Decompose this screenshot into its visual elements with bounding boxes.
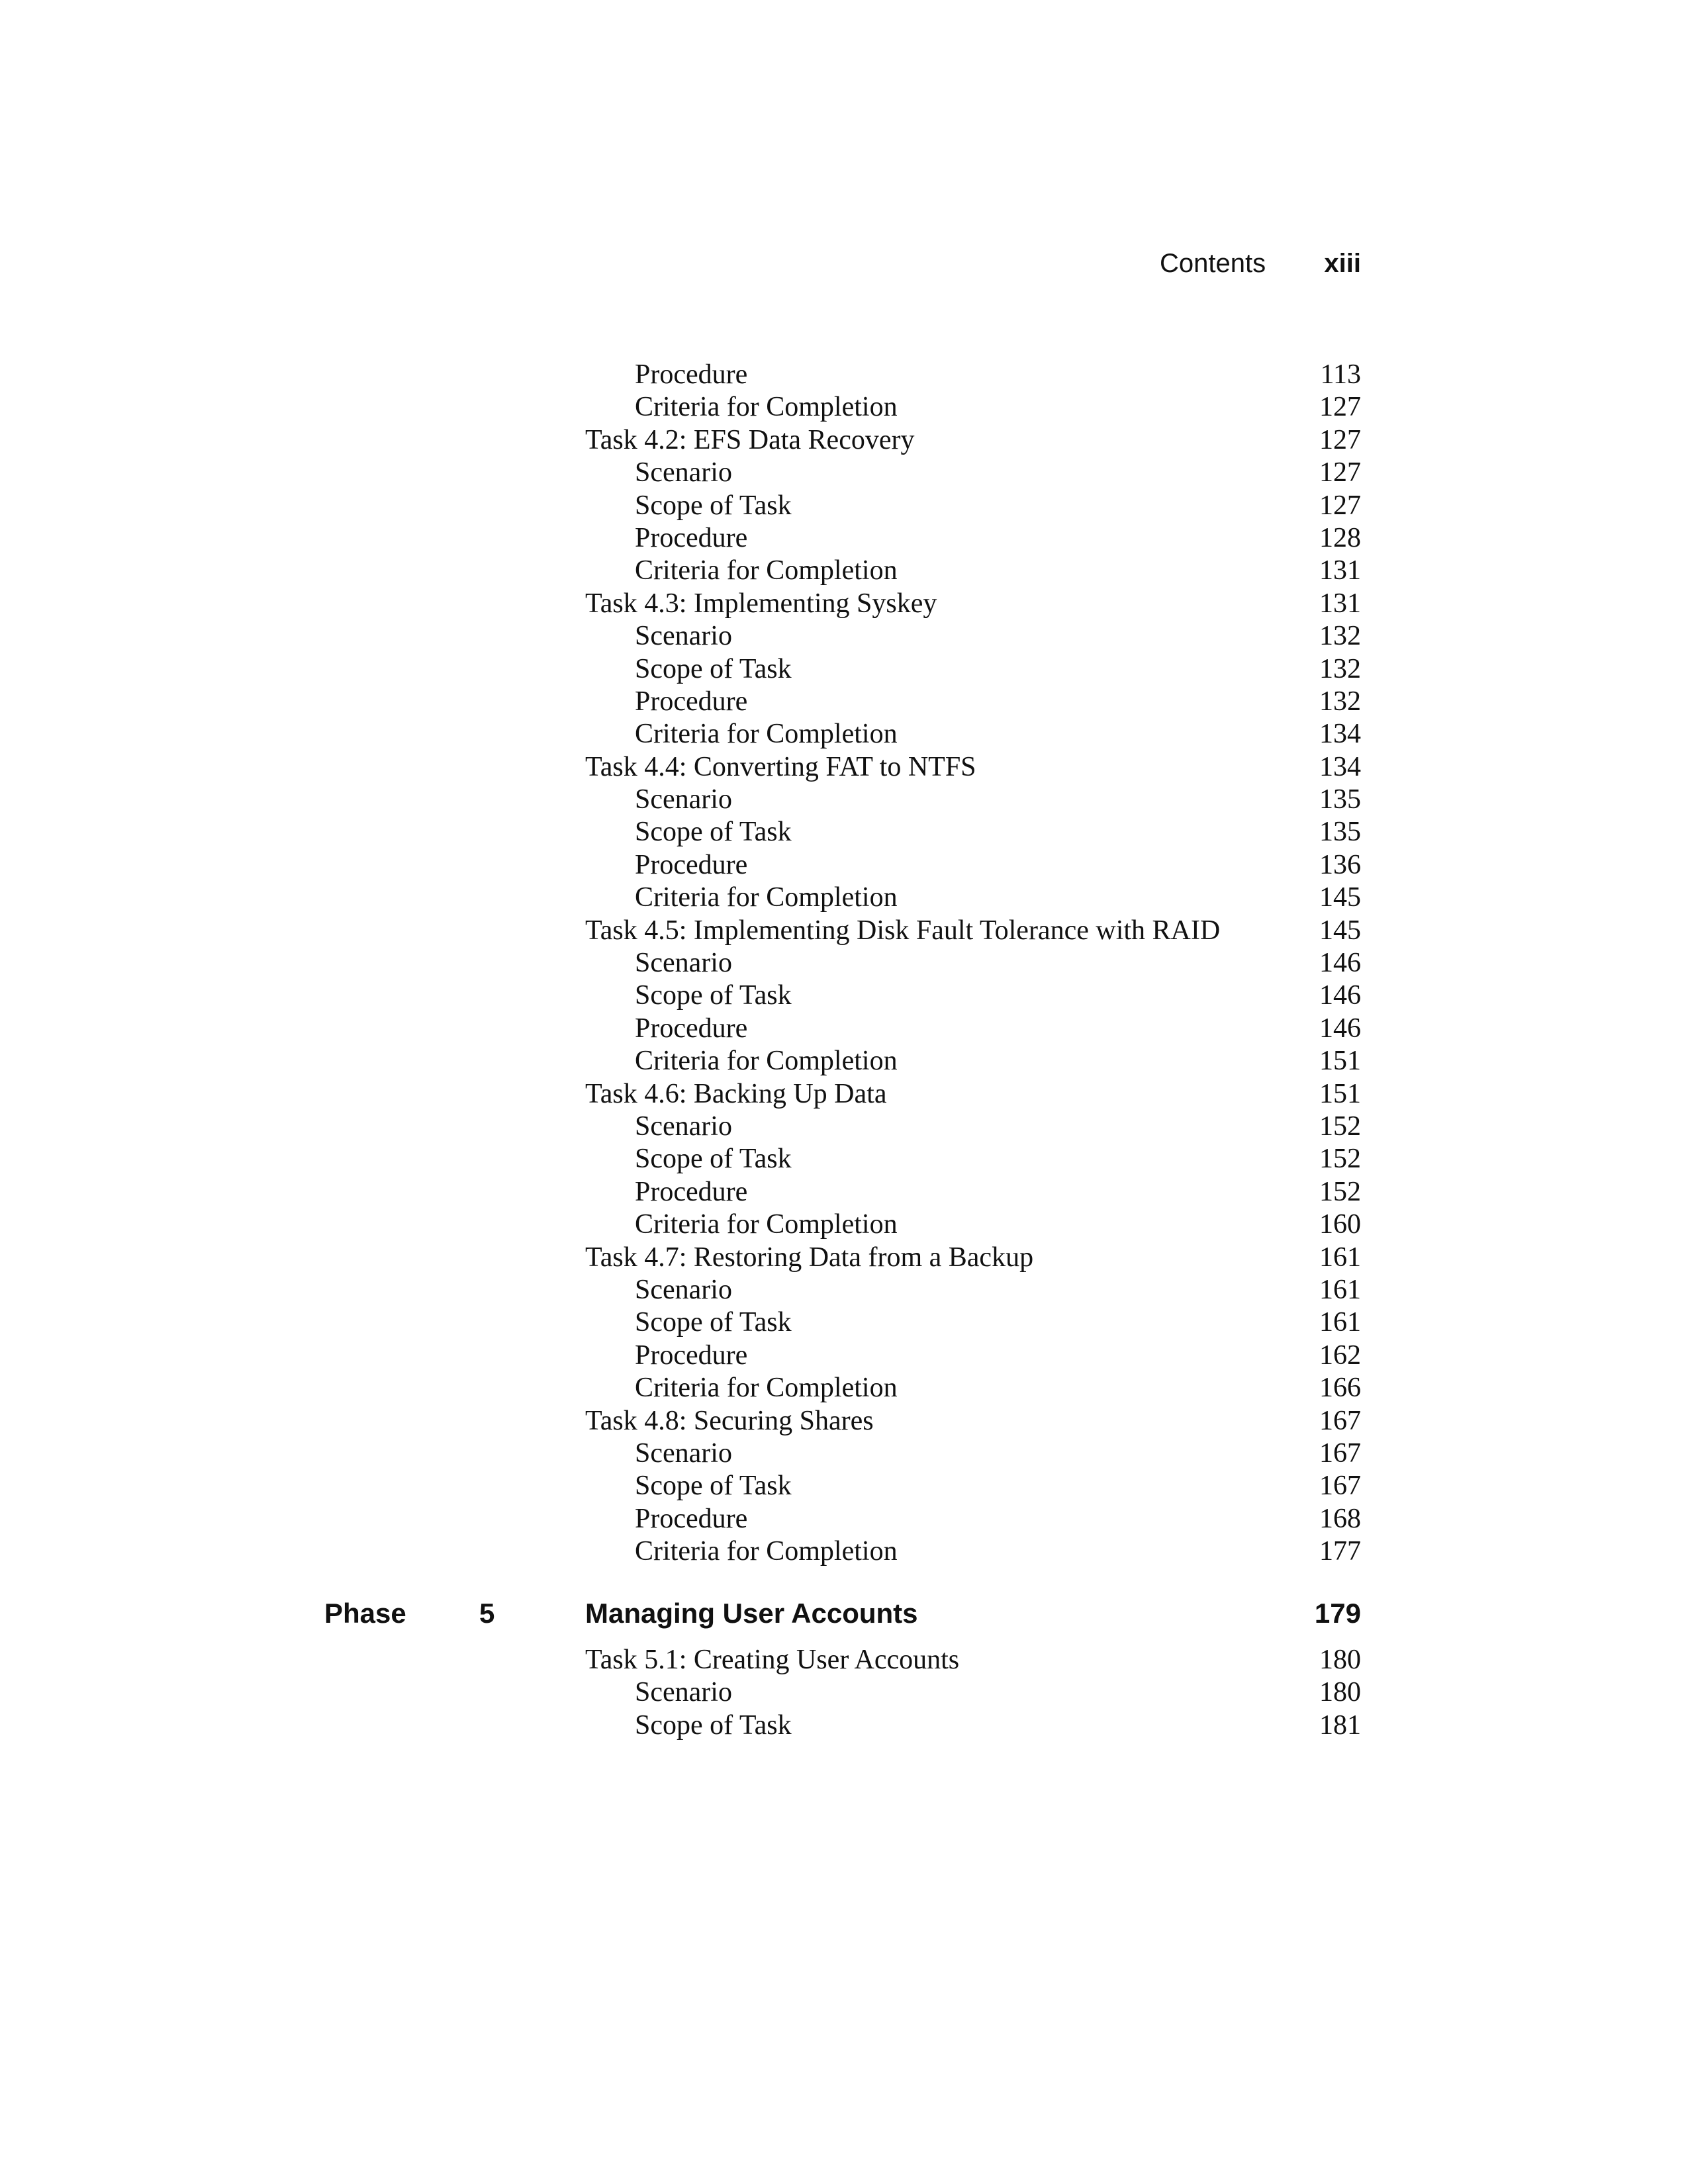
toc-entry-page: 135	[1319, 817, 1361, 848]
toc-task-entry[interactable]	[585, 424, 1361, 457]
toc-entry-page: 180	[1319, 1677, 1361, 1708]
toc-entry[interactable]	[585, 653, 1361, 686]
toc-entry-label: Criteria for Completion	[635, 719, 898, 750]
toc-entry[interactable]	[585, 882, 1361, 914]
toc-task-entry[interactable]	[585, 1078, 1361, 1111]
phase-title: Managing User Accounts	[585, 1598, 918, 1629]
toc-entry-page: 167	[1319, 1471, 1361, 1502]
toc-entry-page: 131	[1319, 588, 1361, 619]
toc-entry-label: Scope of Task	[635, 1709, 792, 1741]
running-title: Contents	[1160, 249, 1266, 278]
toc-entry[interactable]	[585, 620, 1361, 653]
toc-entry-label: Criteria for Completion	[635, 1373, 898, 1404]
toc-entry-page: 180	[1319, 1645, 1361, 1675]
phase-page: 179	[1314, 1598, 1361, 1629]
toc-entry-page: 152	[1319, 1144, 1361, 1175]
toc-entry-label: Criteria for Completion	[635, 882, 898, 913]
toc-entry-label: Procedure	[635, 359, 748, 390]
phase-word: Phase	[324, 1598, 406, 1629]
toc-entry[interactable]	[585, 979, 1361, 1012]
toc-task-entry[interactable]	[585, 1405, 1361, 1437]
toc-entry-page: 160	[1319, 1209, 1361, 1240]
toc-entry-label: Procedure	[635, 1340, 748, 1371]
toc-entry-page: 134	[1319, 751, 1361, 782]
toc-entry-page: 146	[1319, 980, 1361, 1011]
toc-entry-page: 134	[1319, 719, 1361, 750]
toc-entry[interactable]	[585, 1503, 1361, 1535]
toc-entry-page: 127	[1319, 490, 1361, 521]
toc-entry-label: Scenario	[635, 457, 732, 488]
toc-entry-label: Scenario	[635, 1437, 732, 1469]
toc-entry-page: 136	[1319, 849, 1361, 880]
toc-entry-label: Criteria for Completion	[635, 1046, 898, 1077]
toc-entry-page: 146	[1319, 1013, 1361, 1044]
toc-entry[interactable]	[585, 555, 1361, 587]
toc-entry[interactable]	[585, 947, 1361, 979]
toc-entry[interactable]	[585, 490, 1361, 522]
toc-entry[interactable]	[585, 784, 1361, 816]
toc-task-entry[interactable]	[585, 751, 1361, 784]
toc-entry-page: 167	[1319, 1437, 1361, 1469]
phase-heading[interactable]	[0, 1594, 1361, 1633]
toc-entry-page: 145	[1319, 882, 1361, 913]
toc-entry-label: Task 4.5: Implementing Disk Fault Tolerance with RAID	[585, 915, 1221, 946]
toc-entry-label: Task 4.4: Converting FAT to NTFS	[585, 751, 976, 782]
toc-entry-label: Task 4.2: EFS Data Recovery	[585, 424, 915, 455]
toc-task-entry[interactable]	[585, 1242, 1361, 1274]
toc-entry-page: 168	[1319, 1503, 1361, 1534]
toc-entry-page: 167	[1319, 1405, 1361, 1436]
toc-entry-label: Procedure	[635, 522, 748, 553]
phase-toc-list	[585, 1644, 1361, 1742]
toc-entry-label: Scenario	[635, 621, 732, 652]
toc-entry-label: Task 4.6: Backing Up Data	[585, 1078, 887, 1109]
toc-entry-label: Procedure	[635, 1013, 748, 1044]
toc-entry-label: Scope of Task	[635, 1471, 792, 1502]
toc-entry-page: 152	[1319, 1176, 1361, 1207]
toc-entry-label: Scenario	[635, 1274, 732, 1305]
toc-entry[interactable]	[585, 1340, 1361, 1372]
toc-entry-label: Scenario	[635, 1677, 732, 1708]
toc-entry-page: 151	[1319, 1046, 1361, 1077]
toc-entry-page: 177	[1319, 1536, 1361, 1567]
toc-entry[interactable]	[585, 1306, 1361, 1339]
toc-entry-label: Procedure	[635, 1176, 748, 1207]
toc-entry-page: 161	[1319, 1307, 1361, 1338]
toc-entry[interactable]	[585, 1274, 1361, 1306]
toc-entry-page: 135	[1319, 784, 1361, 815]
toc-entry-page: 128	[1319, 522, 1361, 553]
toc-entry[interactable]	[585, 1470, 1361, 1502]
toc-entry-label: Scenario	[635, 948, 732, 979]
toc-entry[interactable]	[585, 359, 1361, 391]
toc-entry-page: 132	[1319, 621, 1361, 652]
toc-entry[interactable]	[585, 1676, 1361, 1709]
toc-entry-page: 161	[1319, 1242, 1361, 1273]
toc-entry-page: 181	[1319, 1709, 1361, 1741]
toc-entry[interactable]	[585, 1437, 1361, 1470]
toc-entry-label: Procedure	[635, 1503, 748, 1534]
toc-entry-label: Task 4.3: Implementing Syskey	[585, 588, 937, 619]
toc-entry-label: Scenario	[635, 1111, 732, 1142]
toc-entry-page: 162	[1319, 1340, 1361, 1371]
toc-entry-page: 131	[1319, 555, 1361, 586]
toc-entry[interactable]	[585, 457, 1361, 489]
toc-entry-label: Criteria for Completion	[635, 555, 898, 586]
toc-entry-page: 127	[1319, 424, 1361, 455]
toc-entry-label: Procedure	[635, 686, 748, 717]
toc-entry-page: 166	[1319, 1373, 1361, 1404]
toc-entry-page: 161	[1319, 1274, 1361, 1305]
toc-entry-label: Procedure	[635, 849, 748, 880]
toc-entry-label: Scope of Task	[635, 817, 792, 848]
toc-task-entry[interactable]	[585, 1644, 1361, 1676]
toc-entry-page: 146	[1319, 948, 1361, 979]
toc-entry-page: 132	[1319, 653, 1361, 684]
toc-entry-label: Criteria for Completion	[635, 1209, 898, 1240]
toc-entry[interactable]	[585, 718, 1361, 751]
toc-entry[interactable]	[585, 816, 1361, 848]
toc-entry[interactable]	[585, 1143, 1361, 1175]
toc-entry-label: Scope of Task	[635, 490, 792, 521]
toc-entry[interactable]	[585, 686, 1361, 718]
toc-task-entry[interactable]	[585, 915, 1361, 947]
toc-entry[interactable]	[585, 391, 1361, 424]
toc-task-entry[interactable]	[585, 588, 1361, 620]
running-header	[1125, 244, 1361, 283]
toc-entry-label: Criteria for Completion	[635, 392, 898, 423]
toc-entry-page: 151	[1319, 1078, 1361, 1109]
toc-entry[interactable]	[585, 522, 1361, 555]
phase-number: 5	[479, 1598, 495, 1629]
toc-entry[interactable]	[585, 1535, 1361, 1568]
toc-entry-page: 132	[1319, 686, 1361, 717]
toc-entry[interactable]	[585, 1176, 1361, 1208]
toc-entry[interactable]	[585, 1372, 1361, 1404]
toc-entry-page: 145	[1319, 915, 1361, 946]
toc-entry-label: Scope of Task	[635, 653, 792, 684]
toc-entry-page: 113	[1320, 359, 1361, 390]
toc-entry[interactable]	[585, 849, 1361, 882]
toc-entry-label: Scope of Task	[635, 1144, 792, 1175]
toc-entry[interactable]	[585, 1111, 1361, 1143]
page-number: xiii	[1324, 249, 1361, 278]
toc-entry[interactable]	[585, 1709, 1361, 1742]
toc-entry-page: 127	[1319, 392, 1361, 423]
toc-entry[interactable]	[585, 1208, 1361, 1241]
toc-entry-label: Scope of Task	[635, 980, 792, 1011]
toc-entry-label: Scope of Task	[635, 1307, 792, 1338]
toc-entry-label: Scenario	[635, 784, 732, 815]
toc-list	[585, 359, 1361, 1568]
toc-entry[interactable]	[585, 1013, 1361, 1045]
toc-entry-page: 127	[1319, 457, 1361, 488]
toc-entry[interactable]	[585, 1045, 1361, 1077]
toc-entry-label: Criteria for Completion	[635, 1536, 898, 1567]
toc-entry-label: Task 5.1: Creating User Accounts	[585, 1645, 960, 1675]
toc-entry-label: Task 4.7: Restoring Data from a Backup	[585, 1242, 1034, 1273]
toc-entry-page: 152	[1319, 1111, 1361, 1142]
toc-entry-label: Task 4.8: Securing Shares	[585, 1405, 874, 1436]
